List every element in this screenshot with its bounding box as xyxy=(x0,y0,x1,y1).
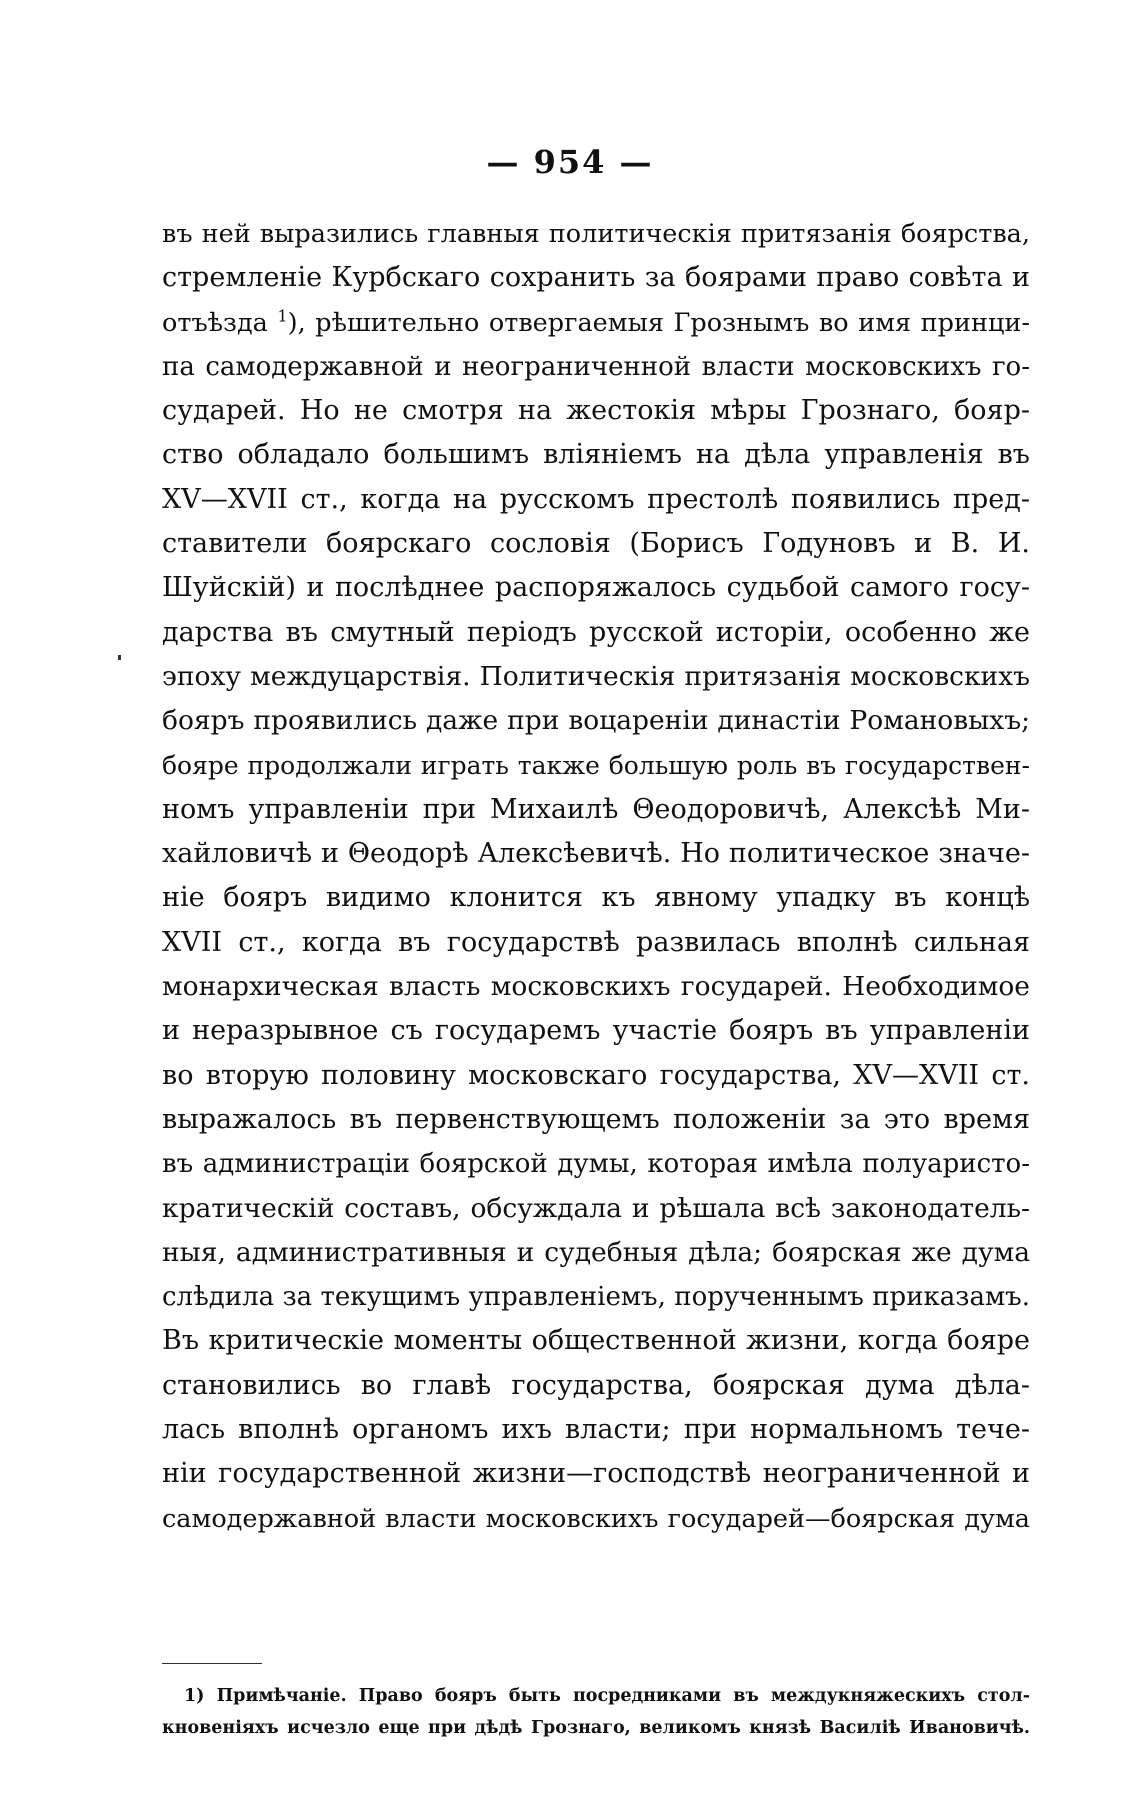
text-fragment: ), рѣшительно отвергаемыя Грознымъ во имя принци- xyxy=(287,307,1030,338)
footnotes xyxy=(162,1680,1030,1744)
text-line: бояре продолжали играть также большую роль въ государствен- xyxy=(162,750,1030,780)
text-line: эпоху междуцарствія. Политическія притязанія московскихъ xyxy=(162,660,1030,692)
text-fragment: отъѣзда xyxy=(162,307,268,338)
text-line: дарства въ смутный періодъ русской исторіи, особенно же xyxy=(162,616,1030,648)
text-line: XV—XVII ст., когда на русскомъ престолѣ появились пред- xyxy=(162,483,1030,515)
footnote-line: 1) Примѣчаніе. Право бояръ быть посредниками въ междукняжескихъ стол- xyxy=(184,1686,1030,1706)
text-line: ставители боярскаго сословія (Борисъ Годуновъ и В. И. xyxy=(162,528,1030,560)
text-line: самодержавной власти московскихъ государей—боярская дума xyxy=(162,1503,1030,1534)
text-line: ніе бояръ видимо клонится къ явному упадку въ концѣ xyxy=(162,882,1030,914)
stray-ink-mark xyxy=(118,655,121,660)
text-line: слѣдила за текущимъ управленіемъ, порученнымъ приказамъ. xyxy=(162,1282,1030,1313)
footnote-divider xyxy=(162,1663,262,1664)
text-line: сударей. Но не смотря на жестокія мѣры Грознаго, бояр- xyxy=(162,395,1030,427)
text-line: ство обладало большимъ вліяніемъ на дѣла управленія въ xyxy=(162,439,1030,471)
text-line: кратическій составъ, обсуждала и рѣшала всѣ законодатель- xyxy=(162,1192,1030,1224)
text-line: ніи государственной жизни—господствѣ неограниченной и xyxy=(162,1458,1030,1490)
text-line: бояръ проявились даже при воцареніи династіи Романовыхъ; xyxy=(162,705,1030,737)
text-line-with-footnote xyxy=(162,301,1030,345)
body-text xyxy=(162,212,1030,1541)
text-line: па самодержавной и неограниченной власти московскихъ го- xyxy=(162,351,1030,382)
text-line: хайловичѣ и Θеодорѣ Алексѣевичѣ. Но политическое значе- xyxy=(162,838,1030,870)
text-line: ныя, административныя и судебныя дѣла; боярская же дума xyxy=(162,1236,1030,1268)
text-line: Шуйскій) и послѣднее распоряжалось судьбой самого госу- xyxy=(162,572,1030,604)
text-line: становились во главѣ государства, боярская дума дѣла- xyxy=(162,1369,1030,1401)
footnote-line: кновеніяхъ исчезло еще при дѣдѣ Грознаго, великомъ князѣ Василіѣ Ивановичѣ. xyxy=(162,1718,1030,1738)
text-line: въ ней выразились главныя политическія притязанія боярства, xyxy=(162,219,1030,249)
page-number: — 954 — xyxy=(486,143,654,181)
text-line: въ администраціи боярской думы, которая имѣла полуаристо- xyxy=(162,1149,1030,1180)
text-line: номъ управленіи при Михаилѣ Θеодоровичѣ, Алексѣѣ Ми- xyxy=(162,793,1030,825)
text-line: лась вполнѣ органомъ ихъ власти; при нормальномъ тече- xyxy=(162,1414,1030,1446)
text-line: монархическая власть московскихъ государей. Необходимое xyxy=(162,971,1030,1003)
text-line: во вторую половину московскаго государства, XV—XVII ст. xyxy=(162,1059,1030,1091)
footnote-reference: 1 xyxy=(277,306,288,326)
text-line: и неразрывное съ государемъ участіе бояръ въ управленіи xyxy=(162,1015,1030,1047)
text-line: Въ критическіе моменты общественной жизни, когда бояре xyxy=(162,1325,1030,1357)
text-line: стремленіе Курбскаго сохранить за боярами право совѣта и xyxy=(162,262,1030,294)
text-line: XVII ст., когда въ государствѣ развилась вполнѣ сильная xyxy=(162,926,1030,958)
text-line: выражалось въ первенствующемъ положеніи за это время xyxy=(162,1103,1030,1135)
